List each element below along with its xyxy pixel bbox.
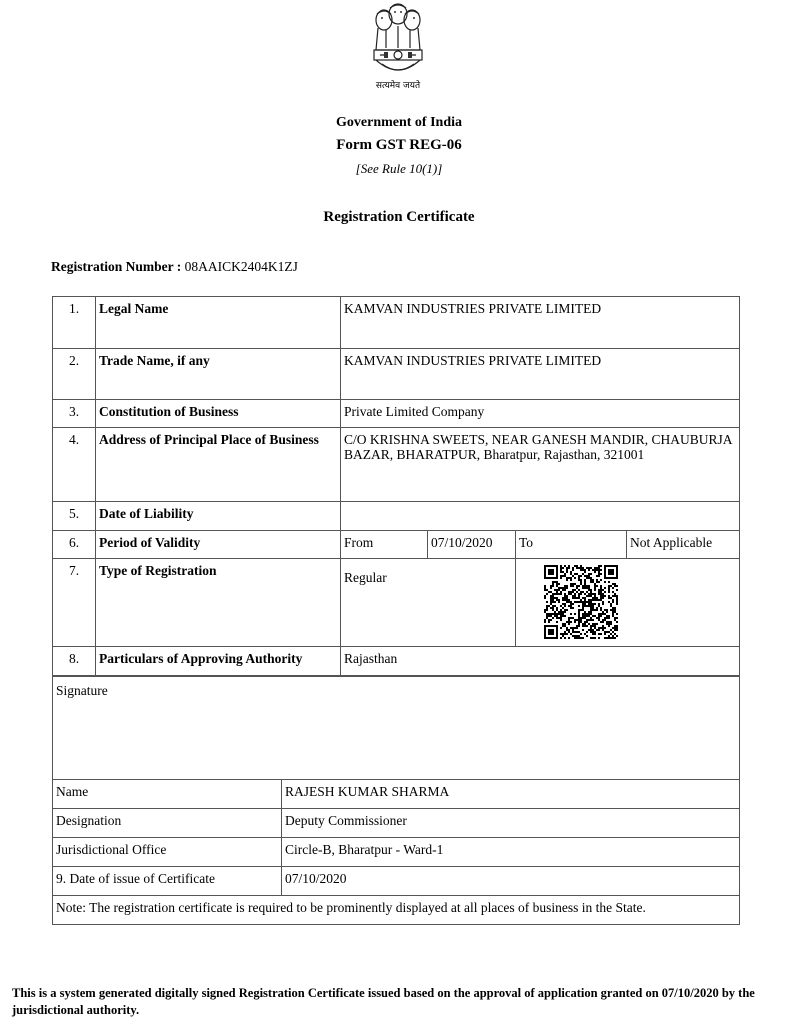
form-title: Form GST REG-06 [336,137,462,153]
table-row [53,502,740,531]
registration-type-cell [341,559,516,647]
row-number: 2. [53,349,96,400]
row-number: 6. [53,531,96,559]
registration-details-table [52,296,740,676]
jurisdictional-office-value: Circle-B, Bharatpur - Ward-1 [282,838,740,867]
table-row [53,809,740,838]
validity-from-date: 07/10/2020 [428,531,516,559]
validity-to-label: To [516,531,627,559]
authority-value: Rajasthan [341,647,740,676]
table-row [53,677,740,780]
registration-type-value: Regular [344,570,387,585]
row-number: 5. [53,502,96,531]
table-row [53,349,740,400]
legal-name-value: KAMVAN INDUSTRIES PRIVATE LIMITED [341,297,740,349]
government-heading: Government of India [336,115,462,130]
table-row [53,647,740,676]
address-label: Address of Principal Place of Business [96,428,341,502]
constitution-value: Private Limited Company [341,400,740,428]
validity-to-value: Not Applicable [627,531,740,559]
table-row [53,896,740,925]
footer-disclaimer: This is a system generated digitally signed Registration Certificate issued based on the approval of application granted on 07/10/2020 by the jurisdictional authority. [12,986,755,1017]
address-value: C/O KRISHNA SWEETS, NEAR GANESH MANDIR, CHAUBURJA BAZAR, BHARATPUR, Bharatpur, Rajasthan, 321001 [341,428,740,502]
trade-name-value: KAMVAN INDUSTRIES PRIVATE LIMITED [341,349,740,400]
validity-from-label: From [341,531,428,559]
issue-date-value: 07/10/2020 [282,867,740,896]
authority-label: Particulars of Approving Authority [96,647,341,676]
row-number: 8. [53,647,96,676]
officer-name-value: RAJESH KUMAR SHARMA [282,780,740,809]
row-number: 1. [53,297,96,349]
officer-name-label: Name [53,780,282,809]
issue-date-label: 9. Date of issue of Certificate [53,867,282,896]
jurisdictional-office-label: Jurisdictional Office [53,838,282,867]
registration-number-label: Registration Number : [51,259,182,274]
qr-cell [516,559,740,647]
table-row [53,867,740,896]
signature-label: Signature [53,677,740,780]
rule-reference: [See Rule 10(1)] [355,161,443,176]
signature-table [52,676,740,925]
row-number: 4. [53,428,96,502]
qr-code-icon [544,565,618,639]
registration-number-value: 08AAICK2404K1ZJ [184,259,298,274]
registration-number-line [51,259,298,275]
designation-label: Designation [53,809,282,838]
emblem-motto: सत्यमेव जयते [375,81,421,91]
designation-value: Deputy Commissioner [282,809,740,838]
registration-type-label: Type of Registration [96,559,341,647]
table-row [53,531,740,559]
table-row [53,297,740,349]
table-row [53,838,740,867]
certificate-title: Registration Certificate [323,209,475,225]
table-row [53,428,740,502]
liability-value [341,502,740,531]
row-number: 3. [53,400,96,428]
legal-name-label: Legal Name [96,297,341,349]
validity-label: Period of Validity [96,531,341,559]
table-row [53,780,740,809]
table-row [53,559,740,647]
national-emblem-icon [360,2,436,88]
row-number: 7. [53,559,96,647]
table-row [53,400,740,428]
display-note: Note: The registration certificate is required to be prominently displayed at all places of business in the State. [53,896,740,925]
trade-name-label: Trade Name, if any [96,349,341,400]
liability-label: Date of Liability [96,502,341,531]
constitution-label: Constitution of Business [96,400,341,428]
